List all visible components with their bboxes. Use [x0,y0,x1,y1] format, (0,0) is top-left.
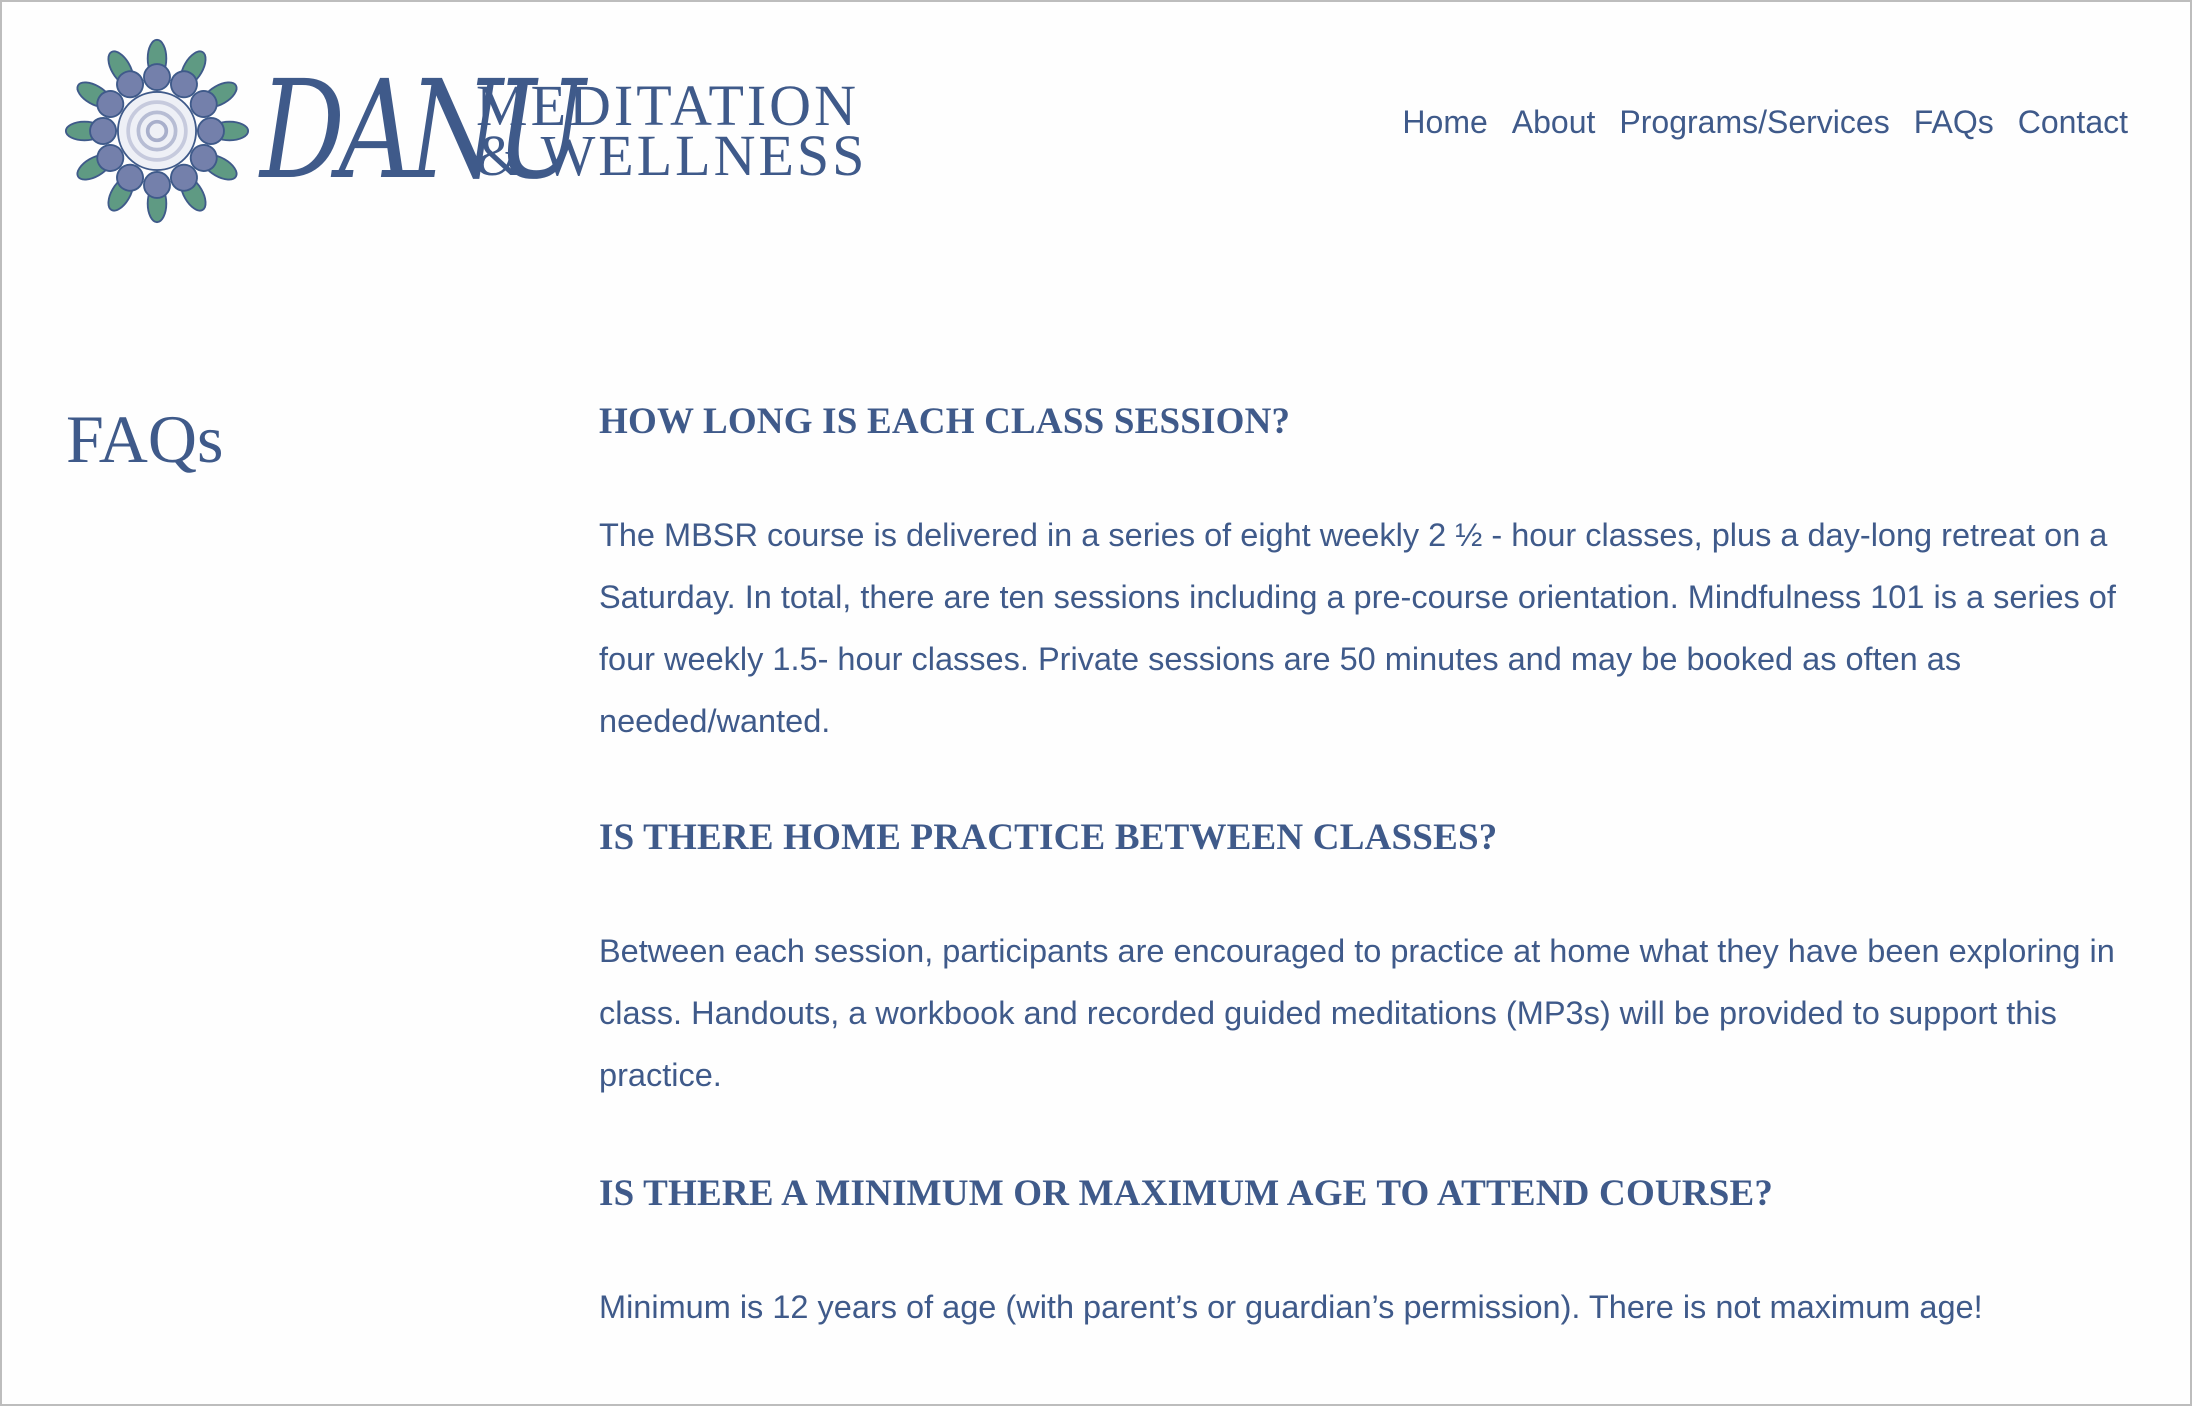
faq-answer: Minimum is 12 years of age (with parent’s or guardian’s permission). There is not maximum age! [599,1289,1983,1325]
faq-answer: Between each session, participants are encouraged to practice at home what they have been exploring in class. Handouts, a workbook and recorded guided meditations (MP3s) will be provided to support this practice. [599,933,2115,1093]
faq-item-class-session-length [599,398,2129,752]
nav-programs-services-link[interactable]: Programs/Services [1619,104,1890,140]
faq-answer: The MBSR course is delivered in a series of eight weekly 2 ½ - hour classes, plus a day-long retreat on a Saturday. In total, there are ten sessions including a pre-course orientation. Mindfulness 101 is a series of four weekly 1.5- hour classes. Private sessions are 50 minutes and may be booked as often as needed/wanted. [599,517,2116,739]
faq-item-age-requirement [599,1170,2129,1338]
logo-link[interactable] [64,36,868,226]
logo-subtitle-line1: MEDITATION [476,73,859,138]
nav-contact-link[interactable]: Contact [2017,104,2128,140]
site-header [2,2,2190,252]
faq-item-home-practice [599,814,2129,1106]
faq-question: HOW LONG IS EACH CLASS SESSION? [599,401,1291,442]
nav-home-link[interactable]: Home [1402,104,1488,140]
mandala-logo-icon [64,38,250,224]
page-title: FAQs [66,401,224,477]
nav-faqs-link[interactable]: FAQs [1913,104,1994,140]
faq-question: IS THERE A MINIMUM OR MAXIMUM AGE TO ATTEND COURSE? [599,1173,1774,1214]
main-navigation [1402,104,2128,141]
logo-subtitle-line2: & WELLNESS [476,123,868,188]
logo-wordmark: DANU [260,52,579,210]
faq-content [599,398,2129,1400]
nav-about-link[interactable]: About [1511,104,1596,140]
faq-question: IS THERE HOME PRACTICE BETWEEN CLASSES? [599,817,1498,858]
